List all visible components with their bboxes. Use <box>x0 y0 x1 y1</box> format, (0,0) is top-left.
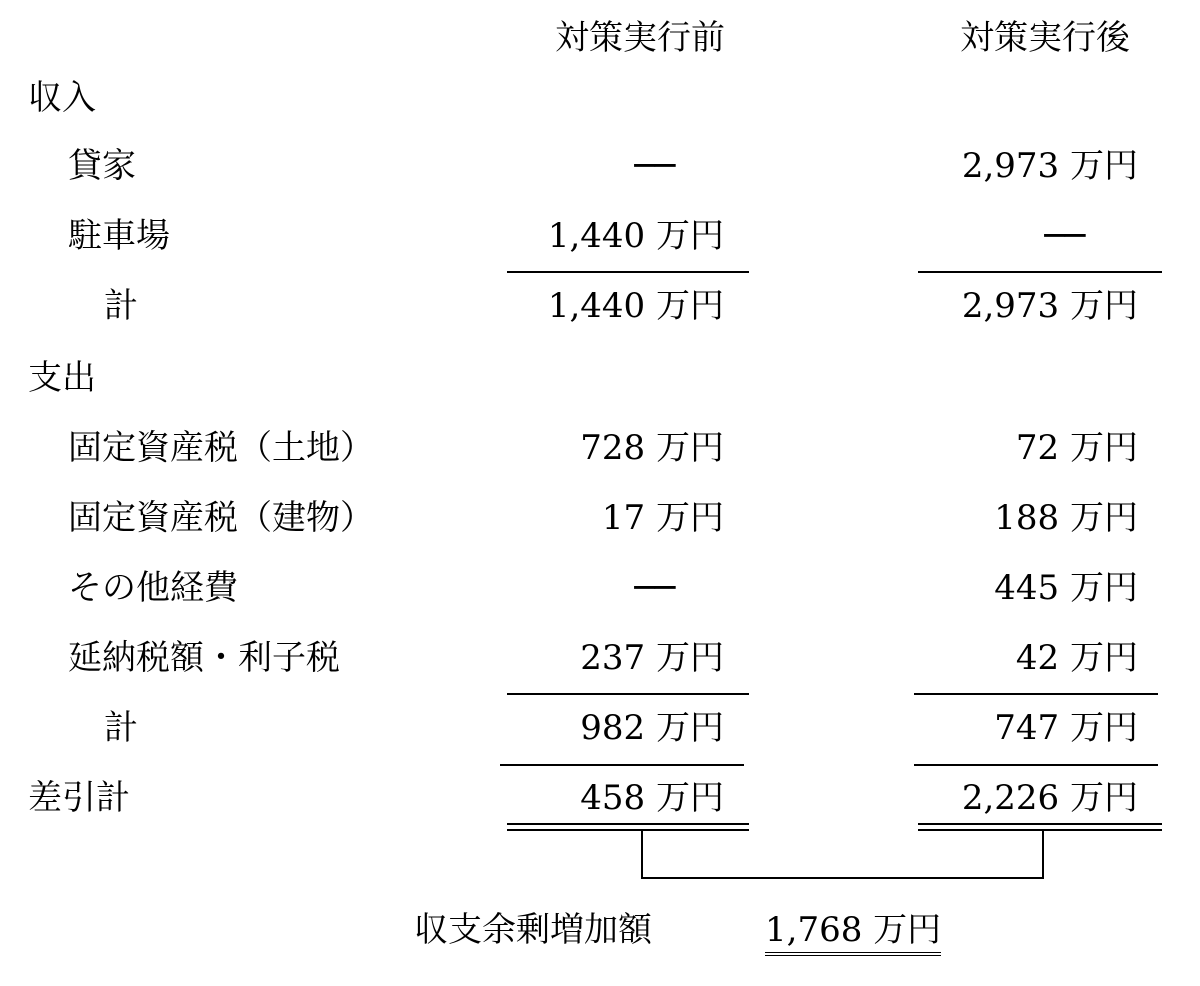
income-subtotal-rule-after <box>918 271 1162 273</box>
net-rule-before <box>500 764 744 766</box>
net-total-label: 差引計 <box>28 778 130 818</box>
expense-total-after: 747 万円 <box>994 708 1138 748</box>
expense-total-label: 計 <box>104 708 138 748</box>
header-before: 対策実行前 <box>555 18 725 58</box>
parking-after: ── <box>1044 216 1086 256</box>
income-section-label: 収入 <box>28 78 96 118</box>
net-total-before: 458 万円 <box>580 778 724 818</box>
row-label-parking: 駐車場 <box>68 216 170 256</box>
net-double-rule-after <box>918 823 1162 831</box>
row-label-rental-house: 貸家 <box>68 146 136 186</box>
parking-before: 1,440 万円 <box>547 216 724 256</box>
income-subtotal-rule-before <box>507 271 749 273</box>
building-tax-after: 188 万円 <box>994 498 1138 538</box>
land-tax-before: 728 万円 <box>580 428 724 468</box>
income-total-before: 1,440 万円 <box>547 286 724 326</box>
net-rule-after <box>914 764 1158 766</box>
difference-bracket <box>641 831 1044 879</box>
deferred-tax-before: 237 万円 <box>580 638 724 678</box>
surplus-increase-label: 収支余剰増加額 <box>414 910 652 950</box>
other-expenses-after: 445 万円 <box>994 568 1138 608</box>
header-after: 対策実行後 <box>960 18 1130 58</box>
building-tax-before: 17 万円 <box>601 498 724 538</box>
row-label-other-expenses: その他経費 <box>68 568 238 608</box>
expense-subtotal-rule-before <box>507 693 749 695</box>
land-tax-after: 72 万円 <box>1015 428 1138 468</box>
expense-subtotal-rule-after <box>914 693 1158 695</box>
income-total-label: 計 <box>104 286 138 326</box>
rental-house-before: ── <box>634 146 676 186</box>
row-label-deferred-tax: 延納税額・利子税 <box>68 638 340 678</box>
net-double-rule-before <box>507 823 749 831</box>
deferred-tax-after: 42 万円 <box>1015 638 1138 678</box>
net-total-after: 2,226 万円 <box>961 778 1138 818</box>
row-label-building-tax: 固定資産税（建物） <box>68 498 374 538</box>
expense-total-before: 982 万円 <box>580 708 724 748</box>
surplus-increase-value-wrap <box>765 910 941 950</box>
income-total-after: 2,973 万円 <box>961 286 1138 326</box>
expense-section-label: 支出 <box>28 358 96 398</box>
other-expenses-before: ── <box>634 568 676 608</box>
row-label-land-tax: 固定資産税（土地） <box>68 428 374 468</box>
surplus-increase-value: 1,768 万円 <box>765 910 941 956</box>
rental-house-after: 2,973 万円 <box>961 146 1138 186</box>
